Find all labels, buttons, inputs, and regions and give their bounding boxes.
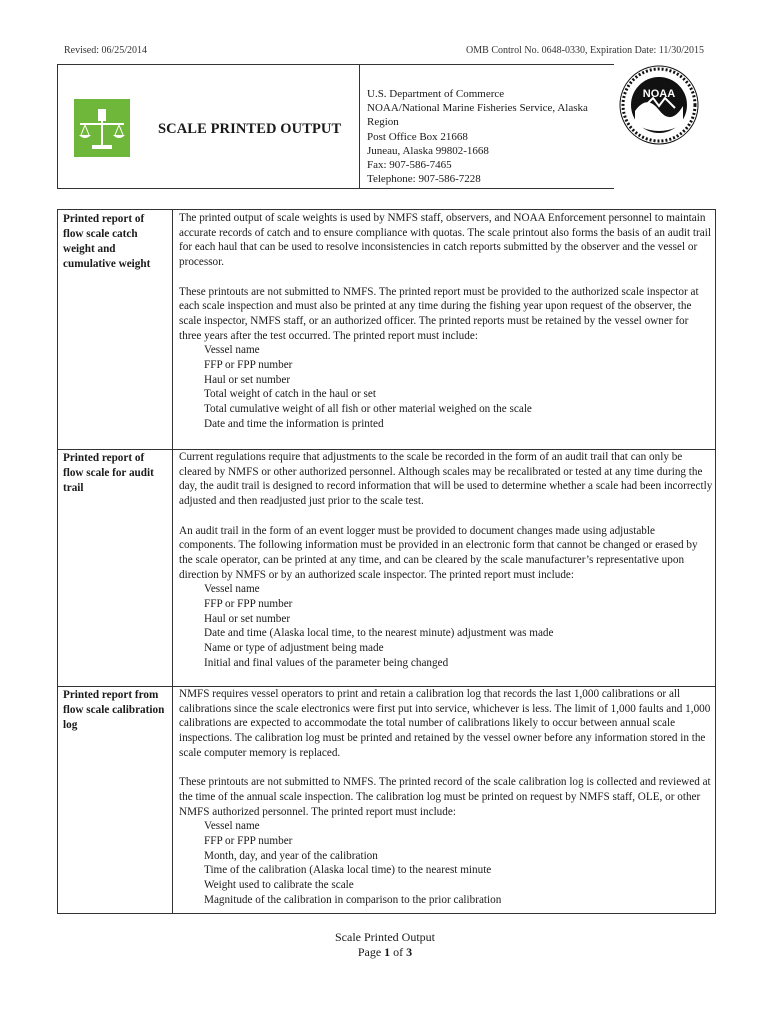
page-word: Page bbox=[357, 945, 382, 959]
list-item: Date and time the information is printed bbox=[204, 417, 384, 430]
section-content bbox=[179, 211, 713, 432]
list-item: Vessel name bbox=[204, 583, 260, 596]
page-total: 3 bbox=[406, 945, 413, 959]
required-items-list bbox=[179, 343, 713, 431]
list-item: FFP or FPP number bbox=[204, 598, 293, 611]
section-content bbox=[179, 450, 713, 671]
page-footer bbox=[0, 930, 770, 960]
address-line: Region bbox=[367, 116, 399, 129]
list-item: Haul or set number bbox=[204, 612, 291, 625]
list-item: FFP or FPP number bbox=[204, 359, 293, 372]
section-label: Printed report of flow scale catch weight and cumulative weight bbox=[63, 213, 151, 270]
required-items-list bbox=[179, 819, 713, 907]
noaa-seal-icon bbox=[613, 64, 705, 146]
list-item: Haul or set number bbox=[204, 373, 291, 386]
list-item: Total cumulative weight of all fish or other material weighed on the scale bbox=[204, 403, 532, 416]
page-number bbox=[0, 945, 770, 960]
address-line: Post Office Box 21668 bbox=[367, 130, 468, 143]
section-label: Printed report of flow scale for audit trail bbox=[63, 452, 154, 494]
seal-text: NOAA bbox=[642, 88, 676, 100]
of-word: of bbox=[393, 945, 404, 959]
paragraph: Current regulations require that adjustments to the scale be recorded in the form of an audit trail that can only be cleared by NMFS or other authorized personnel. Although scales may be recalibrated or tested at any time during the day, the audit trail is designed to record information that will be used to determine whether a scale had been incorrectly adjusted and then readjusted just prior to the scale test. bbox=[179, 451, 713, 508]
list-item: Weight used to calibrate the scale bbox=[204, 879, 354, 892]
address-line: Juneau, Alaska 99802-1668 bbox=[367, 144, 489, 157]
omb-control-number: OMB Control No. 0648-0330, Expiration Date: 11/30/2015 bbox=[466, 45, 704, 56]
paragraph: These printouts are not submitted to NMFS. The printed record of the scale calibration log is collected and reviewed at the time of the annual scale inspection. The calibration log must be printed on request by NMFS staff, OLE, or other NMFS authorized personnel. The printed report must include: bbox=[179, 776, 711, 818]
revised-date: Revised: 06/25/2014 bbox=[64, 45, 148, 56]
section-content bbox=[179, 687, 713, 908]
list-item: Time of the calibration (Alaska local time) to the nearest minute bbox=[204, 864, 492, 877]
list-item: Month, day, and year of the calibration bbox=[204, 849, 378, 862]
list-item: Initial and final values of the parameter being changed bbox=[204, 656, 449, 669]
paragraph: These printouts are not submitted to NMFS. The printed report must be provided to the authorized scale inspector at each scale inspection and must also be printed at any time during the fishing year upon request of the observer, the scale inspector, NMFS staff, or an authorized officer. The printed reports must be retained by the vessel owner for three years after the test occurred. The printed report must include: bbox=[179, 285, 699, 342]
list-item: Name or type of adjustment being made bbox=[204, 642, 384, 655]
list-item: Date and time (Alaska local time, to the nearest minute) adjustment was made bbox=[204, 627, 554, 640]
footer-title: Scale Printed Output bbox=[335, 930, 435, 944]
page-current: 1 bbox=[384, 945, 391, 959]
address-line: Fax: 907-586-7465 bbox=[367, 159, 452, 172]
address-line: NOAA/National Marine Fisheries Service, Alaska bbox=[367, 102, 588, 115]
paragraph: An audit trail in the form of an event logger must be provided to document changes made using adjustable components. The following information must be provided in an electronic form that cannot be changed or erased by the scale operator, can be printed at any time, and can be cleared by the scale manufacturer’s representative upon direction by NMFS or by an authorized scale inspector. The printed report must include: bbox=[179, 524, 698, 581]
section-label: Printed report from flow scale calibration log bbox=[63, 689, 165, 731]
paragraph: The printed output of scale weights is used by NMFS staff, observers, and NOAA Enforcement personnel to maintain accurate records of catch and to ensure compliance with quotas. The scale printout also forms the basis of an audit trail for each haul that can be used to resolve inconsistencies in catch reports submitted by the observer and the vessel or processor. bbox=[179, 212, 711, 269]
paragraph: NMFS requires vessel operators to print and retain a calibration log that records the last 1,000 calibrations or all calibrations since the scale electronics were first put into service, whichever is less. The limit of 1,000 faults and 1,000 calibrations are expected to accommodate the total number of calibrations likely to occur between annual scale inspections. The calibration log must be printed and retained by the vessel owner before any information stored in the scale computer memory is replaced. bbox=[179, 688, 711, 759]
list-item: Total weight of catch in the haul or set bbox=[204, 388, 376, 401]
address-line: Telephone: 907-586-7228 bbox=[367, 173, 481, 186]
list-item: Magnitude of the calibration in comparison to the prior calibration bbox=[204, 893, 502, 906]
form-title: SCALE PRINTED OUTPUT bbox=[158, 121, 342, 137]
list-item: Vessel name bbox=[204, 344, 260, 357]
address-line: U.S. Department of Commerce bbox=[367, 88, 505, 100]
requirements-table bbox=[57, 209, 716, 914]
list-item: FFP or FPP number bbox=[204, 835, 293, 848]
list-item: Vessel name bbox=[204, 820, 260, 833]
scale-logo-icon bbox=[74, 99, 130, 157]
agency-address bbox=[359, 64, 614, 189]
required-items-list bbox=[179, 582, 713, 670]
form-header bbox=[57, 64, 360, 189]
